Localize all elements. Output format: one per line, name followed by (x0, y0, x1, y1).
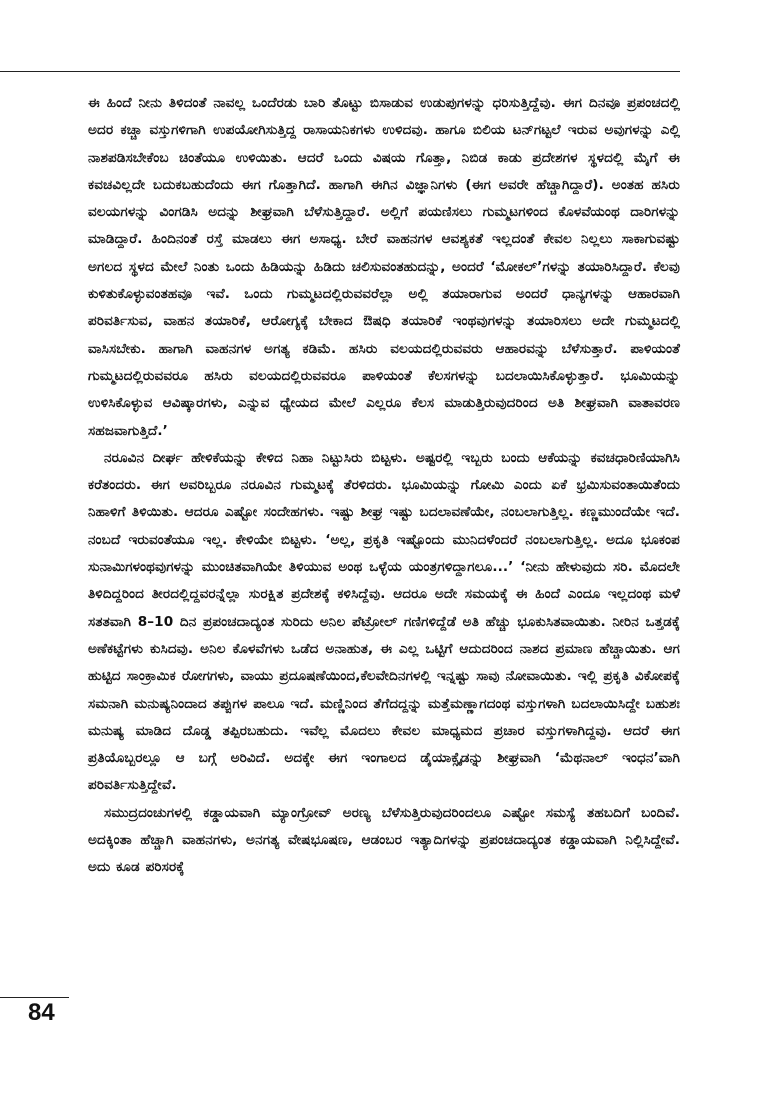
paragraph: ಸಮುದ್ರದಂಚುಗಳಲ್ಲಿ ಕಡ್ಡಾಯವಾಗಿ ಮ್ಯಾಂಗ್ರೋವ್ ಅರಣ್ಯ ಬೆಳೆಸುತ್ತಿರುವುದರಿಂದಲೂ ಎಷ್ಟೋ ಸಮಸ್ಯೆ ತಹಬದಿಗೆ ಬಂದಿವೆ. ಅದಕ್ಕಿಂತಾ ಹೆಚ್ಚಾಗಿ ವಾಹನಗಳು, ಅನಗತ್ಯ ವೇಷಭೂಷಣ, ಆಡಂಬರ ಇತ್ಯಾದಿಗಳನ್ನು ಪ್ರಪಂಚದಾದ್ಯಂತ ಕಡ್ಡಾಯವಾಗಿ ನಿಲ್ಲಿಸಿದ್ದೇವೆ. ಅದು ಕೂಡ ಪರಿಸರಕ್ಕೆ (88, 804, 680, 876)
page-number: 84 (28, 999, 55, 1026)
footer-rule (0, 997, 69, 998)
header-rule (0, 71, 680, 72)
paragraph: ಈ ಹಿಂದೆ ನೀನು ತಿಳಿದಂತೆ ನಾವಲ್ಲ ಒಂದೆರಡು ಬಾರಿ ತೊಟ್ಟು ಬಿಸಾಡುವ ಉಡುಪುಗಳನ್ನು ಧರಿಸುತ್ತಿದ್ದೆವು. ಈಗ ದಿನವೂ ಪ್ರಪಂಚದಲ್ಲಿ ಅದರ ಕಚ್ಚಾ ವಸ್ತುಗಳಿಗಾಗಿ ಉಪಯೋಗಿಸುತ್ತಿದ್ದ ರಾಸಾಯನಿಕಗಳು ಉಳಿದವು. ಹಾಗೂ ಬಿಲಿಯ ಟನ್‌ಗಟ್ಟಲೆ ಇರುವ ಅವುಗಳನ್ನು ಎಲ್ಲಿ ನಾಶಪಡಿಸಬೇಕೆಂಬ ಚಿಂತೆಯೂ ಉಳಿಯಿತು. ಆದರೆ ಒಂದು ವಿಷಯ ಗೊತ್ತಾ, ನಿಬಿಡ ಕಾಡು ಪ್ರದೇಶಗಳ ಸ್ಥಳದಲ್ಲಿ ಮೈಗೆ ಈ ಕವಚವಿಲ್ಲದೇ ಬದುಕಬಹುದೆಂದು ಈಗ ಗೊತ್ತಾಗಿದೆ. ಹಾಗಾಗಿ ಈಗಿನ ವಿಜ್ಞಾನಿಗಳು (ಈಗ ಅವರೇ ಹೆಚ್ಚಾಗಿದ್ದಾರೆ). ಅಂತಹ ಹಸಿರು ವಲಯಗಳನ್ನು ವಿಂಗಡಿಸಿ ಅದನ್ನು ಶೀಘ್ರವಾಗಿ ಬೆಳೆಸುತ್ತಿದ್ದಾರೆ. ಅಲ್ಲಿಗೆ ಪಯಣಿಸಲು ಗುಮ್ಮಟಗಳಿಂದ ಕೊಳವೆಯಂಥ ದಾರಿಗಳನ್ನು ಮಾಡಿದ್ದಾರೆ. ಹಿಂದಿನಂತೆ ರಸ್ತೆ ಮಾಡಲು ಈಗ ಅಸಾಧ್ಯ. ಬೇರೆ ವಾಹನಗಳ ಆವಶ್ಯಕತೆ ಇಲ್ಲದಂತೆ ಕೇವಲ ನಿಲ್ಲಲು ಸಾಕಾಗುವಷ್ಟು ಅಗಲದ ಸ್ಥಳದ ಮೇಲೆ ನಿಂತು ಒಂದು ಹಿಡಿಯನ್ನು ಹಿಡಿದು ಚಲಿಸುವಂತಹುದನ್ನು, ಅಂದರೆ ‘ಮೋಕಲ್’ಗಳನ್ನು ತಯಾರಿಸಿದ್ದಾರೆ. ಕೆಲವು ಕುಳಿತುಕೊಳ್ಳುವಂತಹವೂ ಇವೆ. ಒಂದು ಗುಮ್ಮಟದಲ್ಲಿರುವವರೆಲ್ಲಾ ಅಲ್ಲಿ ತಯಾರಾಗುವ ಅಂದರೆ ಧಾನ್ಯಗಳನ್ನು ಆಹಾರವಾಗಿ ಪರಿವರ್ತಿಸುವ, ವಾಹನ ತಯಾರಿಕೆ, ಆರೋಗ್ಯಕ್ಕೆ ಬೇಕಾದ ಔಷಧಿ ತಯಾರಿಕೆ ಇಂಥವುಗಳನ್ನು ತಯಾರಿಸಲು ಅದೇ ಗುಮ್ಮಟದಲ್ಲಿ ವಾಸಿಸಬೇಕು. ಹಾಗಾಗಿ ವಾಹನಗಳ ಅಗತ್ಯ ಕಡಿಮೆ. ಹಸಿರು ವಲಯದಲ್ಲಿರುವವರು ಆಹಾರವನ್ನು ಬೆಳೆಸುತ್ತಾರೆ. ಪಾಳಿಯಂತೆ ಗುಮ್ಮಟದಲ್ಲಿರುವವರೂ ಹಸಿರು ವಲಯದಲ್ಲಿರುವವರೂ ಪಾಳಿಯಂತೆ ಕೆಲಸಗಳನ್ನು ಬದಲಾಯಿಸಿಕೊಳ್ಳುತ್ತಾರೆ. ಭೂಮಿಯನ್ನು ಉಳಿಸಿಕೊಳ್ಳುವ ಆವಿಷ್ಕಾರಗಳು, ಎನ್ನುವ ಧ್ಯೇಯದ ಮೇಲೆ ಎಲ್ಲರೂ ಕೆಲಸ ಮಾಡುತ್ತಿರುವುದರಿಂದ ಅತಿ ಶೀಘ್ರವಾಗಿ ವಾತಾವರಣ ಸಹಜವಾಗುತ್ತಿದೆ.’ (88, 95, 680, 439)
paragraph: ನರೂವಿನ ದೀರ್ಘ ಹೇಳಿಕೆಯನ್ನು ಕೇಳಿದ ನಿಹಾ ನಿಟ್ಟುಸಿರು ಬಿಟ್ಟಳು. ಅಷ್ಟರಲ್ಲಿ ಇಬ್ಬರು ಬಂದು ಆಕೆಯನ್ನು ಕವಚಧಾರಿಣಿಯಾಗಿಸಿ ಕರೆತಂದರು. ಈಗ ಅವರಿಬ್ಬರೂ ನರೂವಿನ ಗುಮ್ಮಟಕ್ಕೆ ತೆರಳಿದರು. ಭೂಮಿಯನ್ನು ಗೋಮಿ ಎಂದು ಏಕೆ ಭ್ರಮಿಸುವಂತಾಯಿತೆಂದು ನಿಹಾಳಿಗೆ ತಿಳಿಯಿತು. ಆದರೂ ಎಷ್ಟೋ ಸಂದೇಹಗಳು. ಇಷ್ಟು ಶೀಘ್ರ ಇಷ್ಟು ಬದಲಾವಣೆಯೇ, ನಂಬಲಾಗುತ್ತಿಲ್ಲ. ಕಣ್ಣಮುಂದೆಯೇ ಇದೆ. ನಂಬದೆ ಇರುವಂತೆಯೂ ಇಲ್ಲ. ಕೇಳಿಯೇ ಬಿಟ್ಟಳು. ‘ಅಲ್ಲ, ಪ್ರಕೃತಿ ಇಷ್ಟೊಂದು ಮುನಿದಳೆಂದರೆ ನಂಬಲಾಗುತ್ತಿಲ್ಲ. ಅದೂ ಭೂಕಂಪ ಸುನಾಮಿಗಳಂಥವುಗಳನ್ನು ಮುಂಚಿತವಾಗಿಯೇ ತಿಳಿಯುವ ಅಂಥ ಒಳ್ಳೆಯ ಯಂತ್ರಗಳಿದ್ದಾಗಲೂ...’ ‘ನೀನು ಹೇಳುವುದು ಸರಿ. ಮೊದಲೇ ತಿಳಿದಿದ್ದರಿಂದ ತೀರದಲ್ಲಿದ್ದವರನ್ನೆಲ್ಲಾ ಸುರಕ್ಷಿತ ಪ್ರದೇಶಕ್ಕೆ ಕಳಿಸಿದ್ದೆವು. ಆದರೂ ಅದೇ ಸಮಯಕ್ಕೆ ಈ ಹಿಂದೆ ಎಂದೂ ಇಲ್ಲದಂಥ ಮಳೆ ಸತತವಾಗಿ 8–10 ದಿನ ಪ್ರಪಂಚದಾದ್ಯಂತ ಸುರಿದು ಅನಿಲ ಪೆಟ್ರೋಲ್ ಗಣಿಗಳಿದ್ದೆಡೆ ಅತಿ ಹೆಚ್ಚು ಭೂಕುಸಿತವಾಯಿತು. ನೀರಿನ ಒತ್ತಡಕ್ಕೆ ಅಣೆಕಟ್ಟೆಗಳು ಕುಸಿದವು. ಅನಿಲ ಕೊಳವೆಗಳು ಒಡೆದ ಅನಾಹುತ, ಈ ಎಲ್ಲ ಒಟ್ಟಿಗೆ ಆದುದರಿಂದ ನಾಶದ ಪ್ರಮಾಣ ಹೆಚ್ಚಾಯಿತು. ಆಗ ಹುಟ್ಟಿದ ಸಾಂಕ್ರಾಮಿಕ ರೋಗಗಳು, ವಾಯು ಪ್ರದೂಷಣೆಯಿಂದ,ಕೆಲವೇದಿನಗಳಲ್ಲಿ ಇನ್ನಷ್ಟು ಸಾವು ನೋವಾಯಿತು. ಇಲ್ಲಿ ಪ್ರಕೃತಿ ವಿಕೋಪಕ್ಕೆ ಸಮನಾಗಿ ಮನುಷ್ಯನಿಂದಾದ ತಪ್ಪುಗಳ ಪಾಲೂ ಇದೆ. ಮಣ್ಣಿನಿಂದ ತೆಗೆದದ್ದನ್ನು ಮತ್ತೆಮಣ್ಣಾಗದಂಥ ವಸ್ತುಗಳಾಗಿ ಬದಲಾಯಿಸಿದ್ದೇ ಬಹುಶಃ ಮನುಷ್ಯ ಮಾಡಿದ ದೊಡ್ಡ ತಪ್ಪಿರಬಹುದು. ಇವೆಲ್ಲ ಮೊದಲು ಕೇವಲ ಮಾಧ್ಯಮದ ಪ್ರಚಾರ ವಸ್ತುಗಳಾಗಿದ್ದವು. ಆದರೆ ಈಗ ಪ್ರತಿಯೊಬ್ಬರಲ್ಲೂ ಆ ಬಗ್ಗೆ ಅರಿವಿದೆ. ಅದಕ್ಕೇ ಈಗ ಇಂಗಾಲದ ಡೈಯಾಕ್ಸೈಡನ್ನು ಶೀಘ್ರವಾಗಿ ‘ಮೆಥನಾಲ್ ಇಂಧನ’ವಾಗಿ ಪರಿವರ್ತಿಸುತ್ತಿದ್ದೇವೆ. (88, 449, 680, 794)
body-text (88, 90, 680, 882)
